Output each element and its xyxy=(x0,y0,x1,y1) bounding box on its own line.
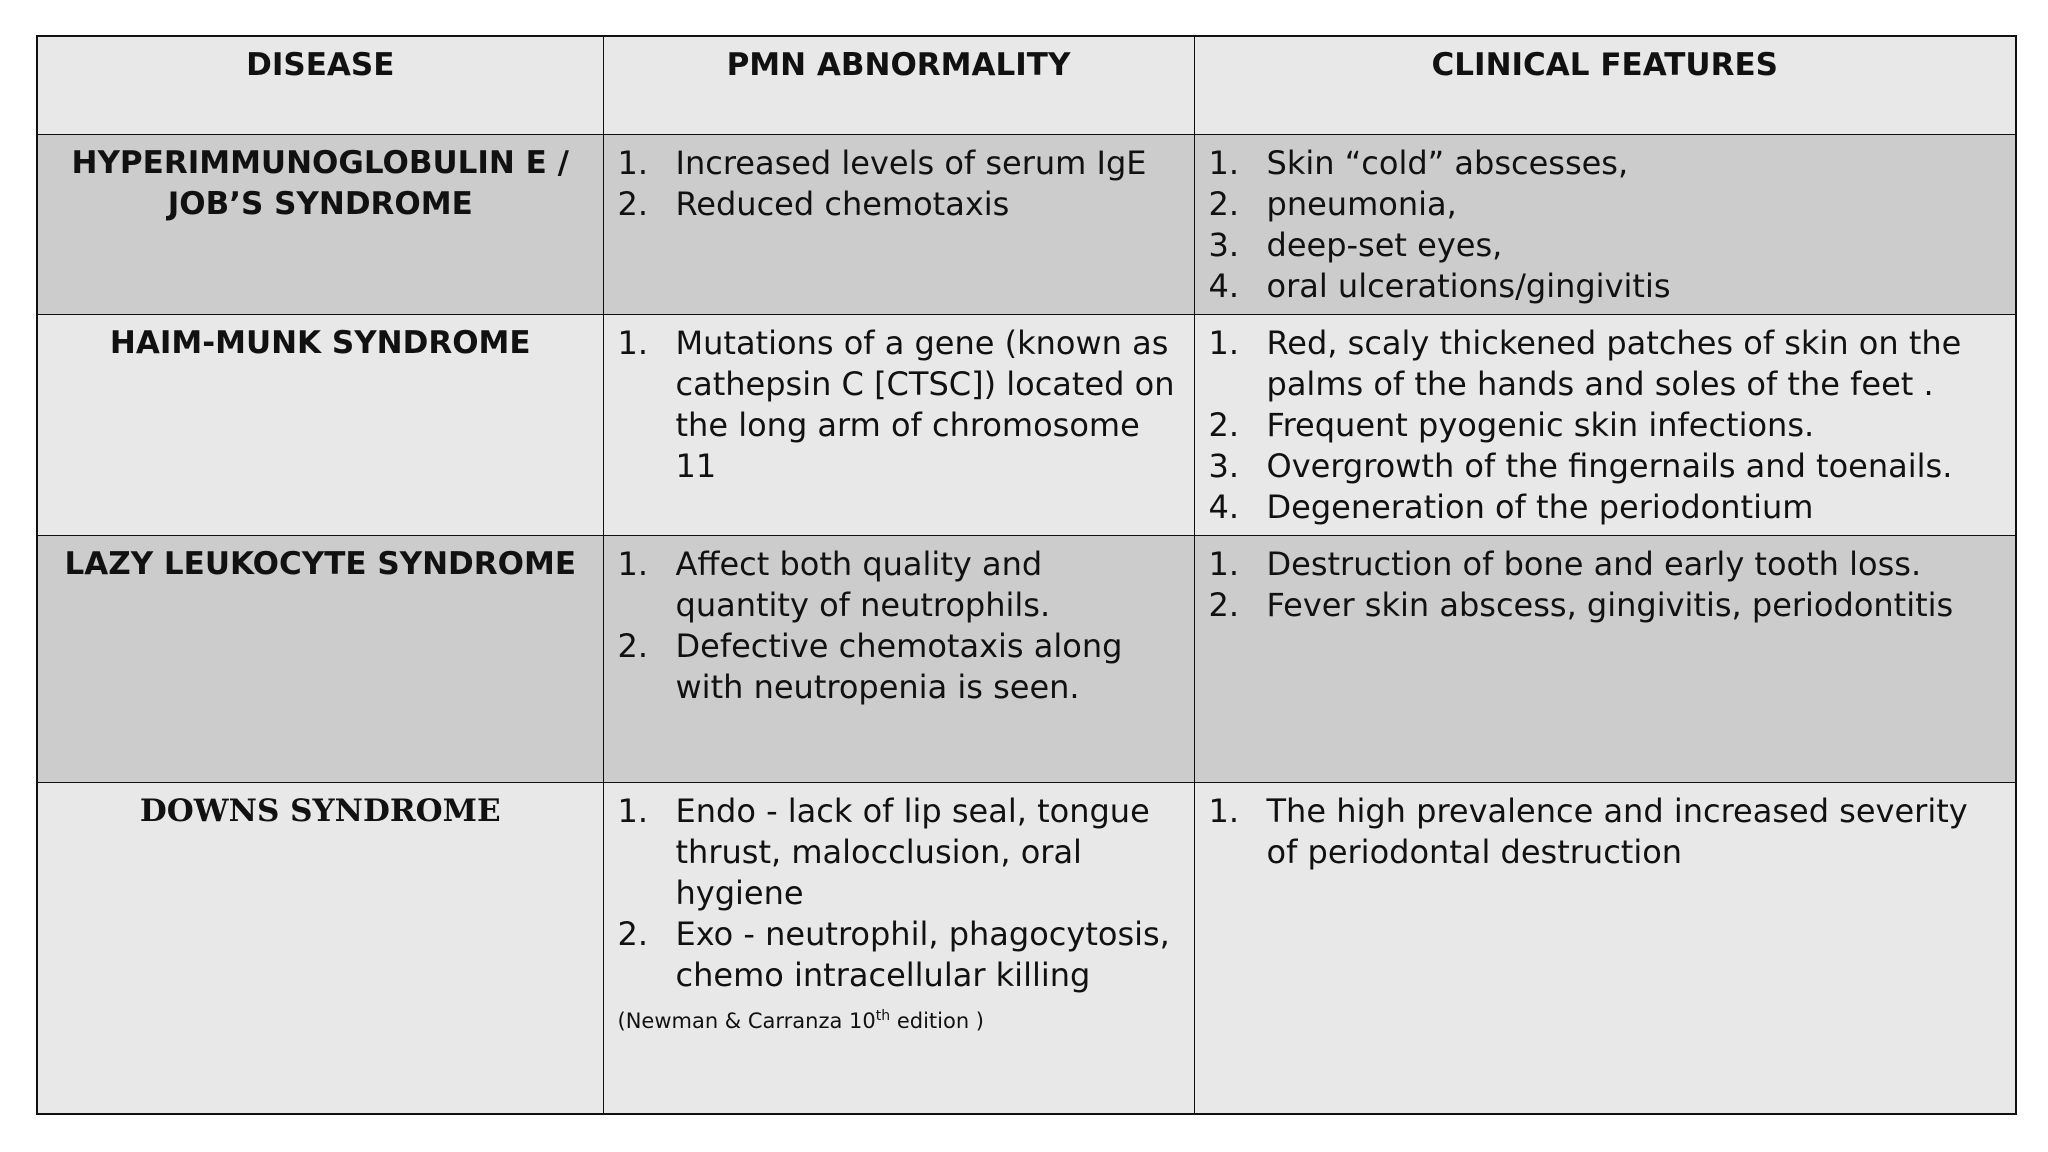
disease-name: DOWNS SYNDROME xyxy=(139,792,501,829)
list-item: 1. Red, scaly thickened patches of skin on the palms of the hands and soles of the feet . xyxy=(1208,323,1962,403)
list-item: 3. deep-set eyes, xyxy=(1208,225,1503,264)
disease-cell xyxy=(37,535,603,782)
pmn-cell xyxy=(603,134,1194,314)
pmn-list xyxy=(604,135,1194,225)
list-item: 1. Increased levels of serum IgE xyxy=(617,143,1147,182)
pmn-cell xyxy=(603,314,1194,535)
disease-name: HYPERIMMUNOGLOBULIN E / JOB’S SYNDROME xyxy=(71,144,569,222)
list-item: 2. Reduced chemotaxis xyxy=(617,184,1010,223)
disease-name: LAZY LEUKOCYTE SYNDROME xyxy=(64,545,577,582)
clinical-list xyxy=(1195,783,2016,873)
header-disease: DISEASE xyxy=(37,36,603,134)
clinical-cell xyxy=(1194,535,2016,782)
list-item: 1. Skin “cold” abscesses, xyxy=(1208,143,1629,182)
list-item: 2. Frequent pyogenic skin infections. xyxy=(1208,405,1815,444)
list-item: 1. Mutations of a gene (known as cathepsin C [CTSC]) located on the long arm of chromosome 11 xyxy=(617,323,1175,485)
disease-cell xyxy=(37,134,603,314)
pmn-cell xyxy=(603,782,1194,1114)
table-row xyxy=(37,782,2016,1114)
disease-name: HAIM-MUNK SYNDROME xyxy=(109,324,531,361)
clinical-list xyxy=(1195,536,2016,626)
clinical-list xyxy=(1195,315,2016,528)
clinical-cell xyxy=(1194,782,2016,1114)
disease-cell xyxy=(37,314,603,535)
list-item: 2. Fever skin abscess, gingivitis, periodontitis xyxy=(1208,585,1954,624)
list-item: 4. Degeneration of the periodontium xyxy=(1208,487,1814,526)
table-row xyxy=(37,134,2016,314)
pmn-list xyxy=(604,315,1194,487)
list-item: 3. Overgrowth of the fingernails and toenails. xyxy=(1208,446,1953,485)
clinical-cell xyxy=(1194,314,2016,535)
pmn-cell xyxy=(603,535,1194,782)
list-item: 2. Defective chemotaxis along with neutropenia is seen. xyxy=(617,626,1123,706)
list-item: 1. The high prevalence and increased severity of periodontal destruction xyxy=(1208,791,1968,871)
header-clinical-features: CLINICAL FEATURES xyxy=(1194,36,2016,134)
disease-cell xyxy=(37,782,603,1114)
list-item: 1. Endo - lack of lip seal, tongue thrust, malocclusion, oral hygiene xyxy=(617,791,1150,912)
table-row xyxy=(37,535,2016,782)
clinical-list xyxy=(1195,135,2016,307)
clinical-cell xyxy=(1194,134,2016,314)
citation: (Newman & Carranza 10th edition ) xyxy=(617,1007,984,1033)
list-item: 4. oral ulcerations/gingivitis xyxy=(1208,266,1671,305)
list-item: 2. Exo - neutrophil, phagocytosis, chemo intracellular killing xyxy=(617,914,1170,994)
pmn-list xyxy=(604,783,1194,996)
list-item: 1. Destruction of bone and early tooth loss. xyxy=(1208,544,1922,583)
header-pmn-abnormality: PMN ABNORMALITY xyxy=(603,36,1194,134)
table-row xyxy=(37,314,2016,535)
list-item: 2. pneumonia, xyxy=(1208,184,1457,223)
pmn-list xyxy=(604,536,1194,708)
list-item: 1. Affect both quality and quantity of neutrophils. xyxy=(617,544,1051,624)
disease-table xyxy=(36,35,2017,1115)
header-row xyxy=(37,36,2016,134)
